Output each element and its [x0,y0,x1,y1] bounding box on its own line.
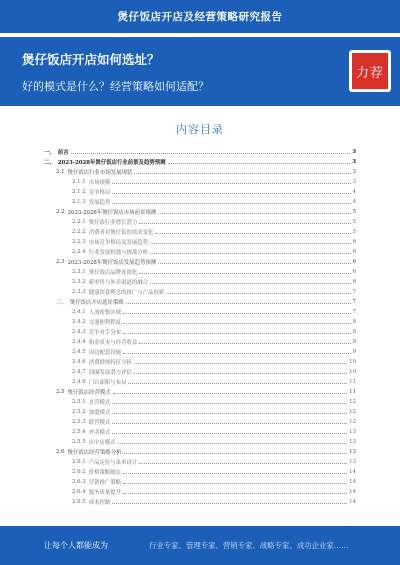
toc-entry[interactable] [72,188,356,196]
footer-tagline: 行业专家、管理专家、营销专家、战略专家、成功企业家…… [149,541,349,550]
toc-entry-title: 健康饮食理念的推广与产品创新 [88,290,165,296]
toc-entry[interactable] [72,278,356,286]
toc-entry[interactable] [72,198,356,206]
toc-entry-number: 2.1.2 [72,189,86,195]
toc-entry[interactable] [56,258,356,266]
toc-entry-number: 2.2.2 [72,229,86,235]
toc-entry-title: 竞争格局 [88,190,111,196]
toc-leader-dots [112,503,347,504]
toc-entry[interactable] [72,328,356,336]
toc-entry-number: 2.5.5 [72,439,86,445]
toc-leader-dots [168,163,351,164]
toc-leader-dots [150,283,351,284]
toc-entry[interactable] [72,318,356,326]
toc-leader-dots [139,463,347,464]
toc-entry-page: 12 [349,409,356,415]
footer-bar [0,526,400,565]
toc-leader-dots [123,493,347,494]
toc-entry-title: 直营模式 [88,400,111,406]
toc-entry-number: 2.3.3 [72,289,86,295]
toc-leader-dots [166,293,350,294]
toc-entry-number: 一、 [44,150,55,156]
toc-entry-title: 店中店模式 [88,440,116,446]
title-banner [0,37,400,106]
toc-leader-dots [71,153,351,154]
toc-entry-title: 煲仔饭店经营模式 [67,390,111,396]
toc-entry-title: 行业发展机遇与挑战分析 [88,250,149,256]
toc-leader-dots [123,483,347,484]
toc-entry-title: 加盟模式 [88,410,111,416]
toc-entry-page: 11 [349,389,356,395]
toc-entry[interactable] [72,288,356,296]
toc-leader-dots [150,243,351,244]
report-title: 煲仔饭店开店及经营策略研究报告 [117,11,283,23]
banner-subtitle: 好的模式是什么？经营策略如何适配？ [22,80,209,93]
toc-entry-page: 14 [349,479,356,485]
toc-entry-title: 价格策略制定 [88,470,122,476]
toc-entry-title: 煲仔饭店开店选址策略 [69,300,124,306]
toc-entry-number: 2.6 [56,449,65,455]
toc-entry-title: 服务质量提升 [88,490,122,496]
toc-entry[interactable] [56,448,356,456]
toc-leader-dots [112,413,347,414]
toc-entry[interactable] [56,298,356,306]
toc-leader-dots [134,373,347,374]
toc-entry-title: 外卖模式 [88,430,111,436]
toc-entry-title: 发展趋势 [88,200,111,206]
toc-title: 内容目录 [176,123,224,136]
toc-entry-number: 2.2.1 [72,219,86,225]
toc-leader-dots [150,253,351,254]
toc-entry-page: 8 [352,319,356,325]
toc-entry[interactable] [72,498,356,506]
toc-entry-page: 5 [352,219,356,225]
toc-entry[interactable] [72,178,356,186]
toc-entry-title: 产品定位与菜单设计 [88,460,138,466]
table-of-contents [44,148,356,513]
toc-entry[interactable] [72,228,356,236]
toc-entry-title: 2023-2028年煲仔饭店发展趋势预测 [67,260,157,266]
toc-entry-number: 二、 [44,160,55,166]
toc-leader-dots [112,433,347,434]
toc-entry-number: 2.3.1 [72,269,86,275]
toc-entry-title: 消费者对煲仔饭的需求变化 [88,230,154,236]
toc-entry-number: 2.4.2 [72,319,86,325]
toc-entry[interactable] [56,208,356,216]
toc-entry[interactable] [72,358,356,366]
toc-entry-number: 2.1 [56,169,65,175]
toc-leader-dots [123,323,350,324]
toc-entry-title: 煲仔饭店行业市场发展现状 [67,170,133,176]
toc-entry-title: 2023-2028年煲仔饭店行业前景及趋势预测 [57,160,166,166]
toc-entry-number: 2.6.4 [72,489,86,495]
toc-entry[interactable] [72,348,356,356]
toc-entry[interactable] [72,488,356,496]
toc-entry-title: 商圈发展潜力评估 [88,370,132,376]
toc-entry-number: 2.4.5 [72,349,86,355]
toc-entry[interactable] [72,338,356,346]
toc-entry-page: 5 [352,209,356,215]
toc-leader-dots [112,193,350,194]
recommend-stamp [349,50,391,92]
toc-leader-dots [158,263,350,264]
toc-entry-title: 煲仔饭店经营策略分析 [67,450,122,456]
toc-entry-page: 6 [352,279,356,285]
toc-entry-page: 8 [352,339,356,345]
toc-entry-number: 2.4.6 [72,359,86,365]
toc-entry-page: 6 [352,239,356,245]
toc-entry-page: 6 [352,249,356,255]
toc-entry-page: 4 [352,199,356,205]
toc-entry-number: 2.4.1 [72,309,86,315]
toc-entry[interactable] [72,418,356,426]
toc-entry-page: 8 [352,329,356,335]
toc-entry-page: 10 [349,359,356,365]
toc-entry-number: 2.3.2 [72,279,86,285]
toc-entry-page: 4 [352,189,356,195]
toc-entry-number: 三、 [56,300,67,306]
toc-entry-number: 2.6.2 [72,469,86,475]
toc-entry[interactable] [72,308,356,316]
toc-leader-dots [124,453,348,454]
toc-entry[interactable] [72,438,356,446]
toc-entry[interactable] [72,218,356,226]
toc-entry-number: 2.6.3 [72,479,86,485]
toc-entry[interactable] [72,468,356,476]
toc-entry-title: 成本控制 [88,500,111,506]
toc-entry-title: 消费群体特征分析 [88,360,132,366]
toc-entry-page: 3 [352,169,356,175]
toc-entry[interactable] [72,408,356,416]
toc-entry-title: 租金成本与经营收益 [88,340,138,346]
banner-main-title: 煲仔饭店开店如何选址？ [22,52,160,67]
toc-entry-title: 市场竞争格局及发展趋势 [88,240,149,246]
toc-leader-dots [139,223,350,224]
toc-entry-page: 12 [349,419,356,425]
toc-entry-number: 2.5 [56,389,65,395]
toc-leader-dots [112,203,350,204]
toc-entry-number: 2.6.1 [72,459,86,465]
toc-entry-number: 2.4.4 [72,339,86,345]
toc-entry-title: 竞争对手分布 [88,330,122,336]
toc-entry-title: 营销推广策略 [88,480,122,486]
toc-entry-title: 2023-2028年煲仔饭店市场前景预测 [67,210,157,216]
toc-entry-page: 13 [349,429,356,435]
toc-entry-number: 2.2.3 [72,239,86,245]
toc-entry-page: 13 [349,439,356,445]
toc-leader-dots [139,273,350,274]
toc-entry-page: 13 [349,449,356,455]
toc-entry-page: 6 [352,259,356,265]
toc-leader-dots [155,233,350,234]
toc-entry-title: 人流密集区域 [88,310,122,316]
toc-entry-page: 13 [349,459,356,465]
toc-leader-dots [158,213,350,214]
toc-entry-number: 2.3 [56,259,65,265]
toc-entry-page: 14 [349,499,356,505]
toc-leader-dots [113,393,347,394]
toc-entry-page: 14 [349,489,356,495]
toc-entry-page: 7 [352,309,356,315]
toc-entry-page: 11 [349,379,356,385]
toc-leader-dots [123,473,347,474]
toc-entry-page: 12 [349,399,356,405]
toc-entry-number: 2.5.2 [72,409,86,415]
toc-entry-number: 2.5.4 [72,429,86,435]
toc-entry-page: 3 [352,159,356,165]
toc-leader-dots [126,303,351,304]
toc-entry[interactable] [72,268,356,276]
toc-entry-page: 10 [349,369,356,375]
toc-entry-title: 周边配套设施 [88,350,122,356]
toc-leader-dots [123,313,350,314]
toc-entry-number: 2.4.8 [72,379,86,385]
toc-entry-title: 煲仔饭行业增长潜力 [88,220,138,226]
toc-entry[interactable] [72,378,356,386]
toc-entry[interactable] [72,478,356,486]
toc-entry-title: 联营模式 [88,420,111,426]
toc-entry-number: 2.1.1 [72,179,86,185]
toc-entry-number: 2.4.7 [72,369,86,375]
toc-leader-dots [118,443,347,444]
recommend-stamp-label: 力荐 [352,53,388,89]
toc-leader-dots [112,423,347,424]
toc-entry-page: 3 [352,179,356,185]
toc-leader-dots [123,333,350,334]
toc-entry[interactable] [72,398,356,406]
toc-leader-dots [112,403,347,404]
toc-leader-dots [112,183,350,184]
toc-entry-page: 14 [349,469,356,475]
header-bar [0,0,400,33]
page-mark: · [346,519,348,525]
toc-entry[interactable] [44,148,356,156]
toc-entry-number: 2.6.5 [72,499,86,505]
toc-entry-title: 门店面积与布局 [88,380,127,386]
toc-entry-page: 5 [352,229,356,235]
toc-entry-number: 2.5.3 [72,419,86,425]
toc-entry-title: 前言 [57,150,69,156]
toc-entry-page: 7 [352,299,356,305]
toc-entry[interactable] [72,248,356,256]
toc-entry[interactable] [56,388,356,396]
toc-entry-number: 2.2.4 [72,249,86,255]
toc-entry-title: 新零售与外卖渠道的融合 [88,280,149,286]
footer-slogan: 让每个人都能成为 [44,541,108,550]
toc-entry[interactable] [72,368,356,376]
toc-entry-title: 交通便利程度 [88,320,122,326]
toc-entry-number: 2.5.1 [72,399,86,405]
toc-entry-page: 3 [352,149,356,155]
toc-entry-title: 市场规模 [88,180,111,186]
toc-entry[interactable] [72,428,356,436]
toc-leader-dots [134,363,347,364]
toc-entry-title: 煲仔饭店品牌连锁化 [88,270,138,276]
toc-entry[interactable] [56,168,356,176]
toc-entry[interactable] [44,158,356,166]
toc-entry-page: 6 [352,269,356,275]
toc-entry-page: 7 [352,289,356,295]
toc-entry-number: 2.2 [56,209,65,215]
toc-entry-page: 9 [352,349,356,355]
toc-leader-dots [123,353,350,354]
toc-leader-dots [134,173,350,174]
toc-entry[interactable] [72,458,356,466]
toc-entry[interactable] [72,238,356,246]
toc-leader-dots [139,343,350,344]
toc-entry-number: 2.4.3 [72,329,86,335]
toc-leader-dots [128,383,347,384]
toc-entry-number: 2.1.3 [72,199,86,205]
